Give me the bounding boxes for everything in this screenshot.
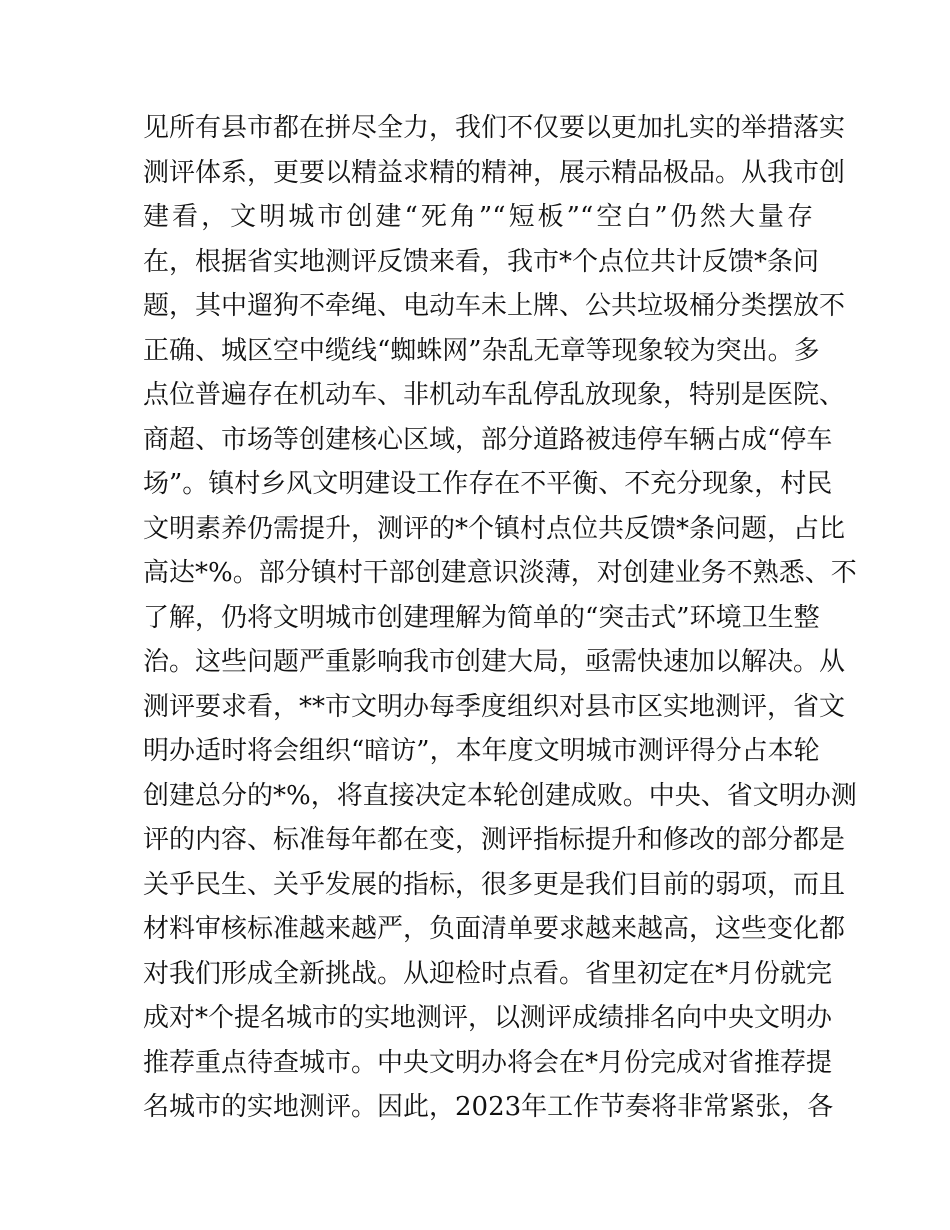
text-line: 点位普遍存在机动车、非机动车乱停乱放现象，特别是医院、 [143,380,846,410]
text-line: 明办适时将会组织“暗访”，本年度文明城市测评得分占本轮 [143,736,820,766]
text-line: 名城市的实地测评。因此，2023年工作节奏将非常紧张，各 [143,1092,834,1122]
text-line: 测评体系，更要以精益求精的精神，展示精品极品。从我市创 [143,157,846,188]
text-line: 在，根据省实地测评反馈来看，我市*个点位共计反馈*条问 [143,246,820,277]
text-line: 题，其中遛狗不牵绳、电动车未上牌、公共垃圾桶分类摆放不 [143,291,846,321]
text-line: 建看，文明城市创建“死角”“短板”“空白”仍然大量存 [143,202,813,232]
text-line: 创建总分的*%，将直接决定本轮创建成败。中央、省文明办测 [143,780,857,811]
text-line: 正确、城区空中缆线“蜘蛛网”杂乱无章等现象较为突出。多 [143,335,820,366]
text-line: 治。这些问题严重影响我市创建大局，亟需快速加以解决。从 [143,647,846,677]
text-line: 推荐重点待查城市。中央文明办将会在*月份完成对省推荐提 [143,1047,833,1078]
text-line: 场”。镇村乡风文明建设工作存在不平衡、不充分现象，村民 [143,469,833,499]
text-line: 材料审核标准越来越严，负面清单要求越来越高，这些变化都 [143,914,846,944]
text-line: 测评要求看，**市文明办每季度组织对县市区实地测评，省文 [143,691,846,722]
body-paragraph [143,106,857,1130]
text-line: 成对*个提名城市的实地测评，以测评成绩排名向中央文明办 [143,1003,833,1033]
text-line: 高达*%。部分镇村干部创建意识淡薄，对创建业务不熟悉、不 [143,558,857,588]
text-line: 见所有县市都在拼尽全力，我们不仅要以更加扎实的举措落实 [143,113,846,143]
text-line: 了解，仍将文明城市创建理解为简单的“突击式”环境卫生整 [143,602,820,633]
text-line: 关乎民生、关乎发展的指标，很多更是我们目前的弱项，而且 [143,869,846,900]
text-line: 评的内容、标准每年都在变，测评指标提升和修改的部分都是 [143,825,846,855]
text-line: 文明素养仍需提升，测评的*个镇村点位共反馈*条问题，占比 [143,513,846,544]
text-line: 商超、市场等创建核心区域，部分道路被违停车辆占成“停车 [143,424,833,455]
text-line: 对我们形成全新挑战。从迎检时点看。省里初定在*月份就完 [143,958,833,989]
